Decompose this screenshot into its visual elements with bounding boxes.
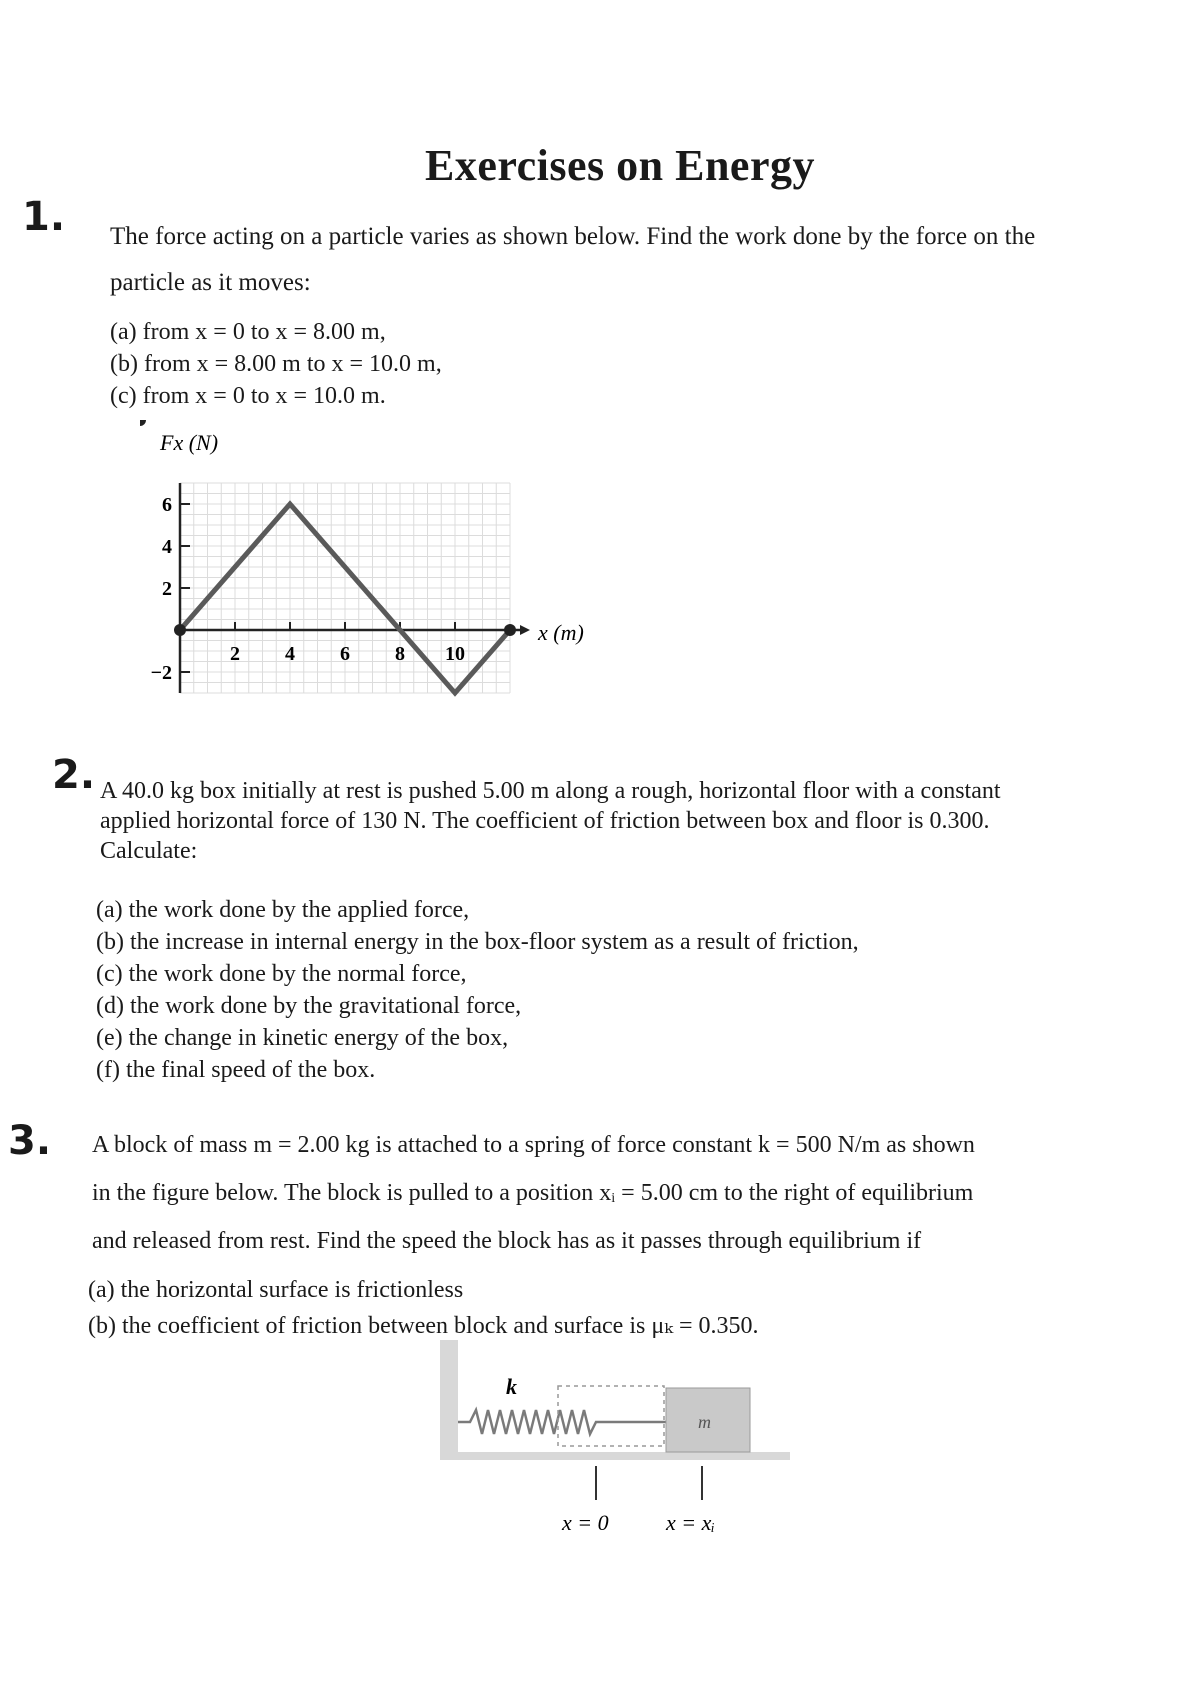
problem-2-item-f: (f) the final speed of the box. xyxy=(96,1057,376,1083)
data-point xyxy=(140,420,146,426)
position-label: x = xᵢ xyxy=(666,1510,715,1535)
y-tick-label: −2 xyxy=(150,662,172,684)
spring xyxy=(458,1410,666,1434)
problem-2-item-c: (c) the work done by the normal force, xyxy=(96,961,467,987)
problem-2-number: 2. xyxy=(52,752,96,798)
problem-2-item-d: (d) the work done by the gravitational force, xyxy=(96,993,522,1019)
block-label: m xyxy=(698,1412,711,1432)
y-tick-label: 4 xyxy=(162,536,172,558)
x-tick-label: 6 xyxy=(340,643,350,665)
x-tick-label: 2 xyxy=(230,643,240,665)
problem-2-item-a: (a) the work done by the applied force, xyxy=(96,897,470,923)
problem-3-intro-line2: in the figure below. The block is pulled to a position xᵢ = 5.00 cm to the right of equilibrium xyxy=(92,1180,974,1206)
problem-3-intro-line3: and released from rest. Find the speed the block has as it passes through equilibrium if xyxy=(92,1228,922,1254)
y-tick-label: 2 xyxy=(162,578,172,600)
problem-2-intro-line2: applied horizontal force of 130 N. The coefficient of friction between box and floor is 0.300. xyxy=(100,808,990,834)
problem-2-intro-line1: A 40.0 kg box initially at rest is pushed 5.00 m along a rough, horizontal floor with a constant xyxy=(100,778,1001,804)
spring-block-figure xyxy=(440,1340,800,1540)
data-point xyxy=(504,624,516,636)
page-title: Exercises on Energy xyxy=(425,141,815,190)
x-tick-label: 4 xyxy=(285,643,295,665)
y-tick-label: 6 xyxy=(162,494,172,516)
problem-3-number: 3. xyxy=(8,1118,52,1164)
problem-3-item-b: (b) the coefficient of friction between block and surface is μₖ = 0.350. xyxy=(88,1313,759,1339)
problem-1-item-b: (b) from x = 8.00 m to x = 10.0 m, xyxy=(110,351,442,377)
problem-3-intro-line1: A block of mass m = 2.00 kg is attached to a spring of force constant k = 500 N/m as shown xyxy=(92,1132,975,1158)
equilibrium-label: x = 0 xyxy=(562,1510,609,1535)
problem-1-intro-line2: particle as it moves: xyxy=(110,269,311,296)
problem-2-intro-line3: Calculate: xyxy=(100,838,198,864)
problem-2-item-b: (b) the increase in internal energy in the box-floor system as a result of friction, xyxy=(96,929,859,955)
problem-2-item-e: (e) the change in kinetic energy of the box, xyxy=(96,1025,509,1051)
problem-3-item-a: (a) the horizontal surface is frictionless xyxy=(88,1277,464,1303)
force-displacement-chart xyxy=(140,420,620,720)
wall xyxy=(440,1340,458,1458)
data-point xyxy=(174,624,186,636)
problem-1-number: 1. xyxy=(22,194,66,240)
problem-1-item-a: (a) from x = 0 to x = 8.00 m, xyxy=(110,319,386,345)
chart-ylabel: Fx (N) xyxy=(160,430,219,455)
x-tick-label: 10 xyxy=(445,643,465,665)
problem-1-intro-line1: The force acting on a particle varies as shown below. Find the work done by the force on the xyxy=(110,223,1036,250)
problem-1-item-c: (c) from x = 0 to x = 10.0 m. xyxy=(110,383,386,409)
chart-xlabel: x (m) xyxy=(538,620,584,645)
spring-label: k xyxy=(506,1374,517,1399)
x-tick-label: 8 xyxy=(395,643,405,665)
x-axis-arrow xyxy=(520,625,530,635)
floor xyxy=(440,1452,790,1460)
